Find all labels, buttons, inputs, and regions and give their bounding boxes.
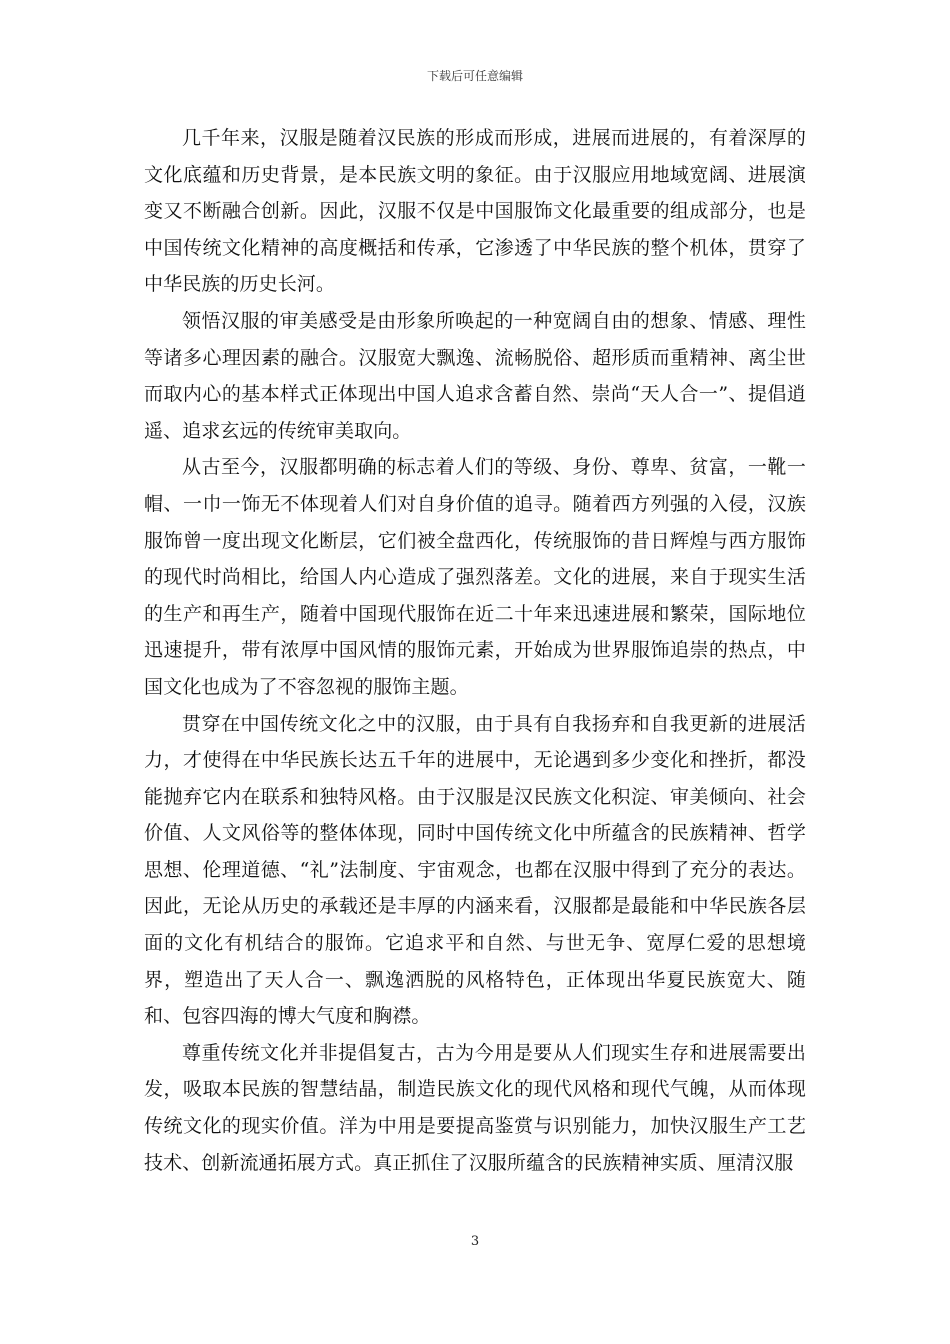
page-number: 3: [470, 1234, 480, 1249]
paragraph-1: 几千年来，汉服是随着汉民族的形成而形成，进展而进展的，有着深厚的文化底蕴和历史背景，是本民族文明的象征。由于汉服应用地域宽阔、进展演变又不断融合创新。因此，汉服不仅是中国服饰文化最重要的组成部分，也是中国传统文化精神的高度概括和传承，它渗透了中华民族的整个机体，贯穿了中华民族的历史长河。: [144, 127, 806, 296]
paragraph-2: 领悟汉服的审美感受是由形象所唤起的一种宽阔自由的想象、情感、理性等诸多心理因素的融合。汉服宽大飘逸、流畅脱俗、超形质而重精神、离尘世而取内心的基本样式正体现出中国人追求含蓄自然、崇尚“天人合一”、提倡逍遥、追求玄远的传统审美取向。: [144, 309, 806, 442]
page-header: 下载后可任意编辑: [426, 69, 523, 83]
document-body: [144, 120, 806, 1181]
paragraph-3: 从古至今，汉服都明确的标志着人们的等级、身份、尊卑、贫富，一靴一帽、一巾一饰无不体现着人们对自身价值的追寻。随着西方列强的入侵，汉族服饰曾一度出现文化断层，它们被全盘西化，传统服饰的昔日辉煌与西方服饰的现代时尚相比，给国人内心造成了强烈落差。文化的进展，来自于现实生活的生产和再生产，随着中国现代服饰在近二十年来迅速进展和繁荣，国际地位迅速提升，带有浓厚中国风情的服饰元素，开始成为世界服饰追崇的热点，中国文化也成为了不容忽视的服饰主题。: [144, 456, 806, 698]
paragraph-5: 尊重传统文化并非提倡复古，古为今用是要从人们现实生存和进展需要出发，吸取本民族的智慧结晶，制造民族文化的现代风格和现代气魄，从而体现传统文化的现实价值。洋为中用是要提高鉴赏与识别能力，加快汉服生产工艺技术、创新流通拓展方式。真正抓住了汉服所蕴含的民族精神实质、厘清汉服: [144, 1041, 806, 1174]
paragraph-4: 贯穿在中国传统文化之中的汉服，由于具有自我扬弃和自我更新的进展活力，才使得在中华民族长达五千年的进展中，无论遇到多少变化和挫折，都没能抛弃它内在联系和独特风格。由于汉服是汉民族文化积淀、审美倾向、社会价值、人文风俗等的整体体现，同时中国传统文化中所蕴含的民族精神、哲学思想、伦理道德、“礼”法制度、宇宙观念，也都在汉服中得到了充分的表达。因此，无论从历史的承载还是丰厚的内涵来看，汉服都是最能和中华民族各层面的文化有机结合的服饰。它追求平和自然、与世无争、宽厚仁爱的思想境界，塑造出了天人合一、飘逸洒脱的风格特色，正体现出华夏民族宽大、随和、包容四海的博大气度和胸襟。: [144, 712, 806, 1028]
